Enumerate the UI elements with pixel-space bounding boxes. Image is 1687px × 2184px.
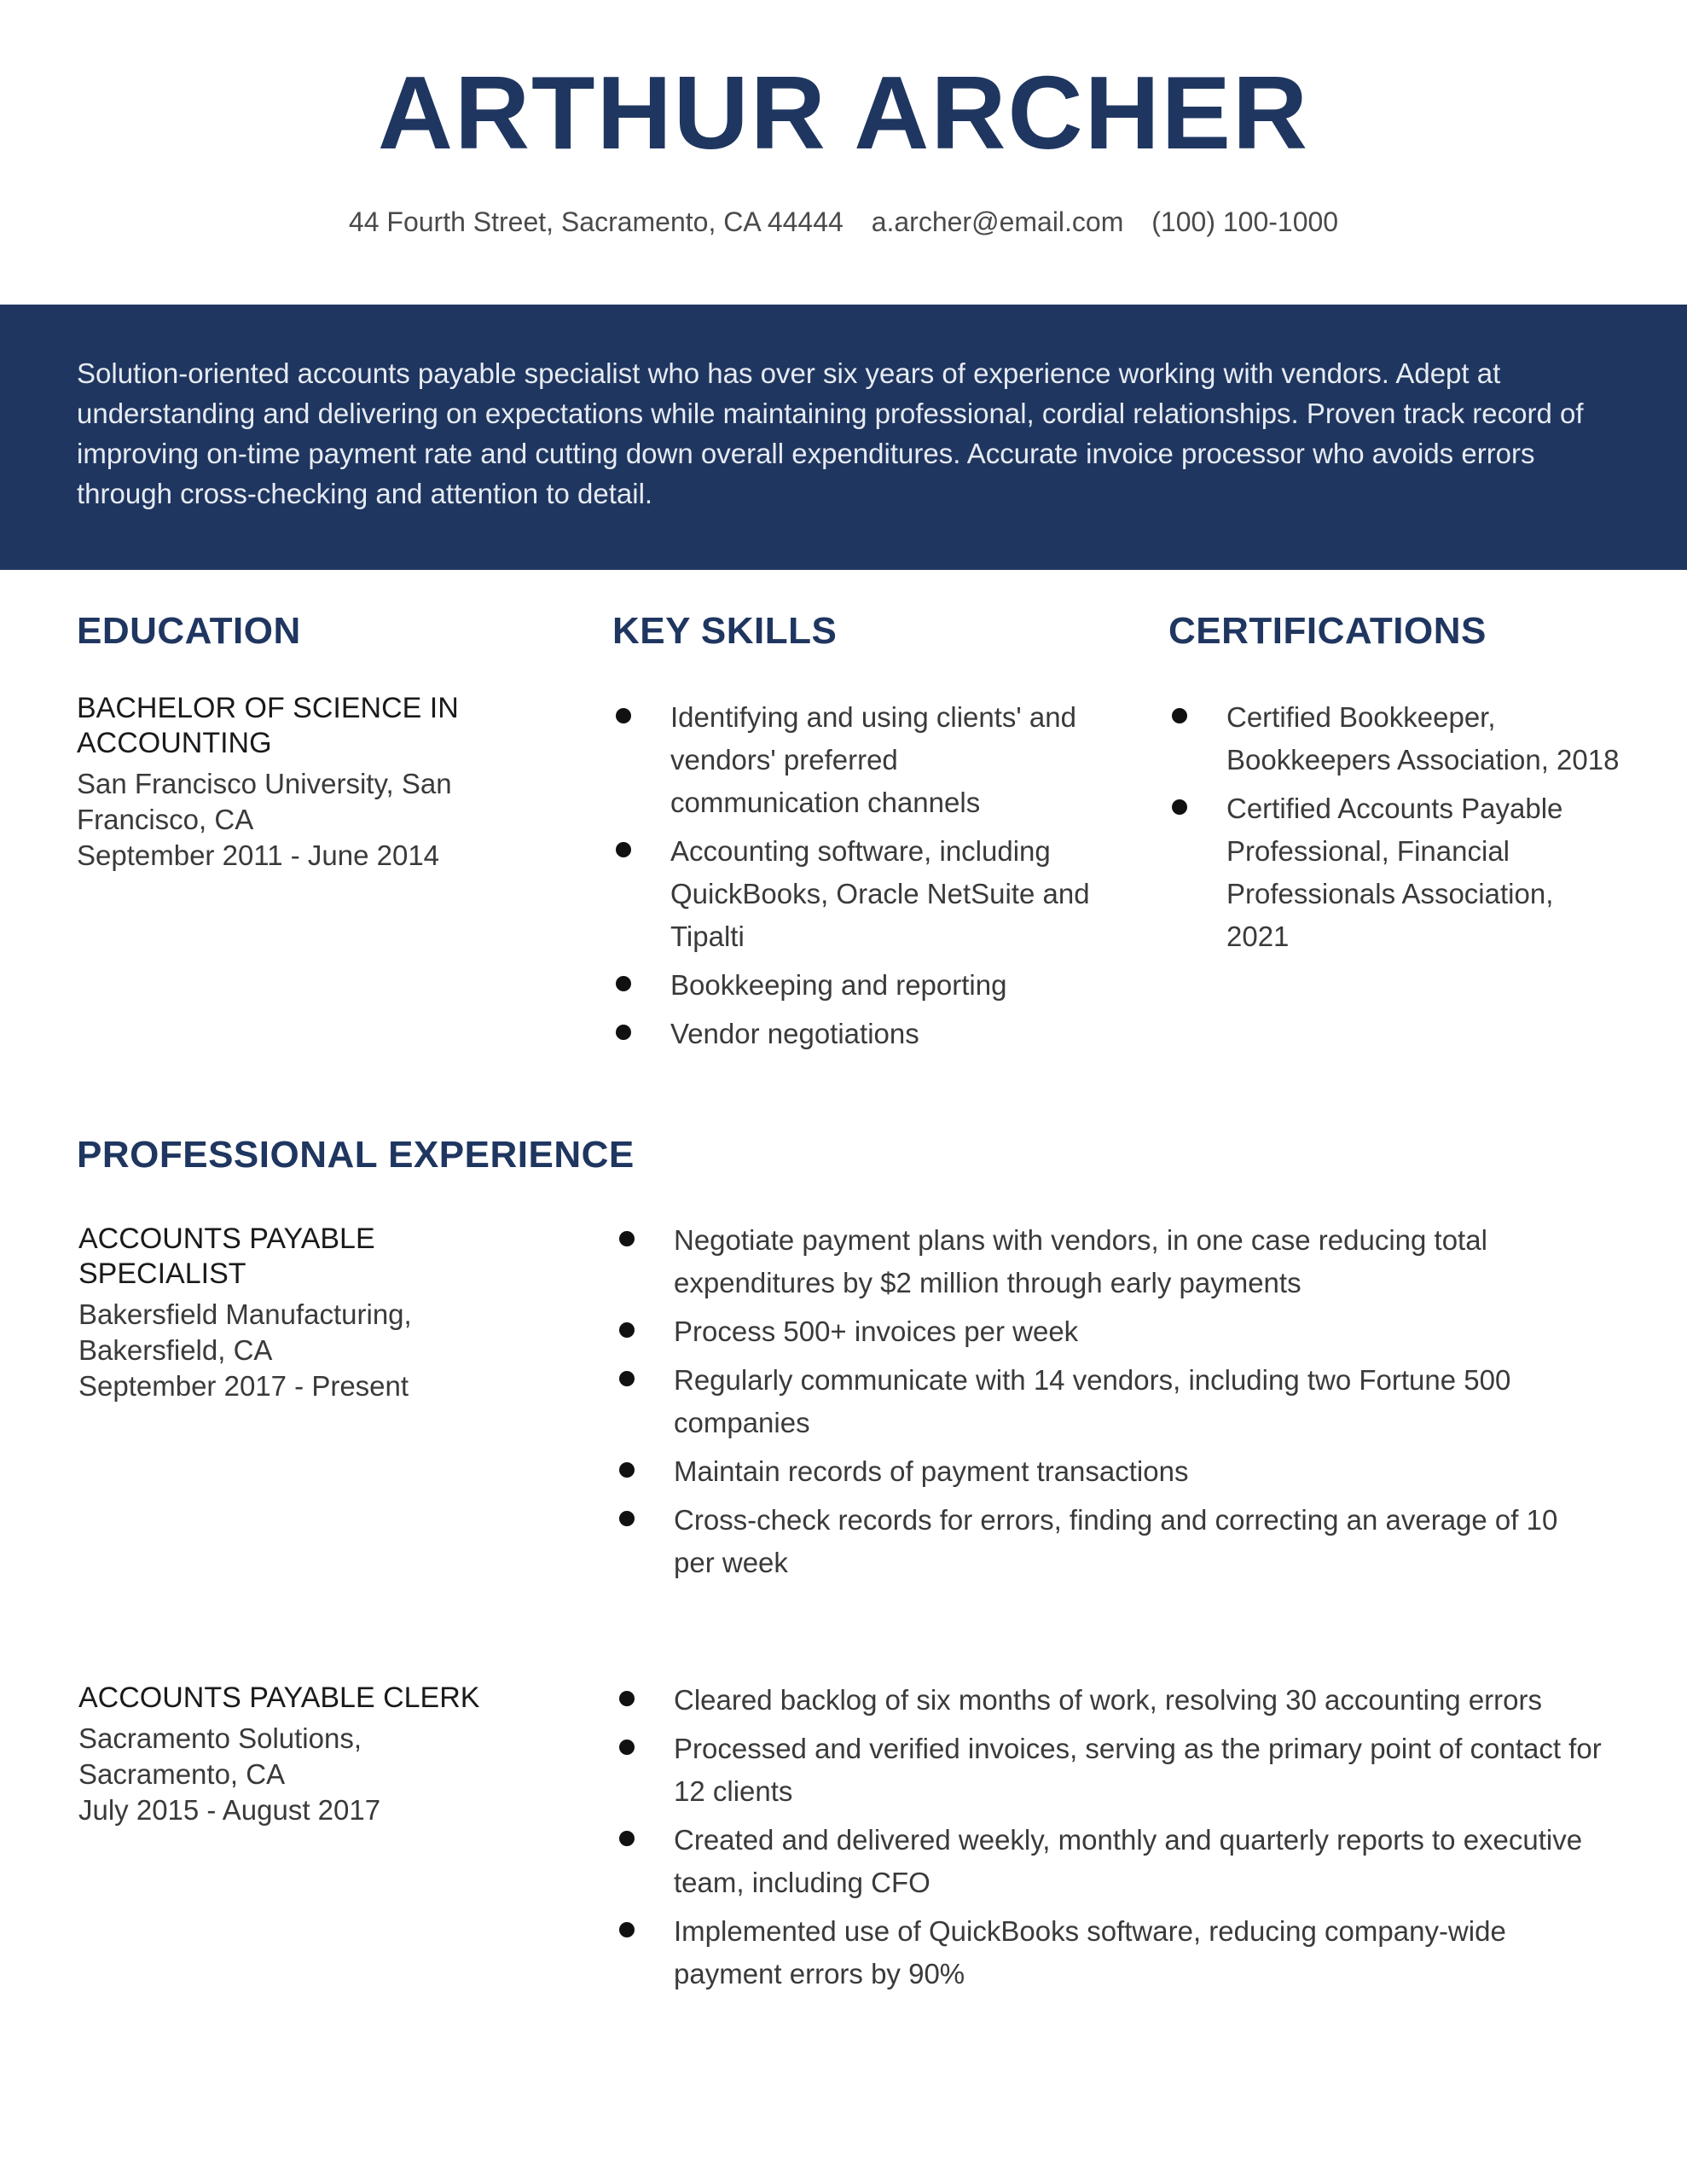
candidate-name: ARTHUR ARCHER bbox=[377, 55, 1310, 171]
list-item: Bookkeeping and reporting bbox=[612, 964, 1090, 1007]
job-company: Bakersfield Manufacturing, Bakersfield, CA bbox=[78, 1298, 412, 1366]
list-item: Cleared backlog of six months of work, resolving 30 accounting errors bbox=[616, 1679, 1602, 1722]
list-item: Negotiate payment plans with vendors, in one case reducing total expenditures by $2 million through early payments bbox=[616, 1219, 1602, 1304]
job-title: ACCOUNTS PAYABLE SPECIALIST bbox=[78, 1223, 375, 1290]
education-entry bbox=[77, 691, 503, 874]
list-item: Identifying and using clients' and vendors' preferred communication channels bbox=[612, 696, 1090, 824]
education-dates: September 2011 - June 2014 bbox=[77, 839, 440, 871]
job-company: Sacramento Solutions, Sacramento, CA bbox=[78, 1722, 362, 1790]
job-2-bullets bbox=[616, 1679, 1602, 2001]
list-item: Cross-check records for errors, finding and correcting an average of 10 per week bbox=[616, 1499, 1602, 1584]
job-1-bullets bbox=[616, 1219, 1602, 1590]
summary-text: Solution-oriented accounts payable specialist who has over six years of experience working with vendors. Adept at understanding and delivering on expectations while maintaining professional, cordial relationships. Proven track record of improving on-time payment rate and cutting down overall expenditures. Accurate invoice processor who avoids errors through cross-checking and attention to detail. bbox=[77, 357, 1584, 509]
job-entry-2 bbox=[78, 1681, 522, 1828]
job-title: ACCOUNTS PAYABLE CLERK bbox=[78, 1682, 480, 1714]
job-dates: September 2017 - Present bbox=[78, 1370, 409, 1402]
list-item: Accounting software, including QuickBooks, Oracle NetSuite and Tipalti bbox=[612, 830, 1090, 958]
job-dates: July 2015 - August 2017 bbox=[78, 1794, 381, 1826]
address: 44 Fourth Street, Sacramento, CA 44444 bbox=[348, 206, 844, 237]
list-item: Created and delivered weekly, monthly and quarterly reports to executive team, including CFO bbox=[616, 1819, 1602, 1904]
education-heading: EDUCATION bbox=[77, 610, 301, 652]
phone[interactable]: (100) 100-1000 bbox=[1151, 206, 1339, 237]
contact-line bbox=[0, 203, 1687, 241]
list-item: Regularly communicate with 14 vendors, including two Fortune 500 companies bbox=[616, 1359, 1602, 1444]
email[interactable]: a.archer@email.com bbox=[871, 206, 1124, 237]
list-item: Processed and verified invoices, serving as the primary point of contact for 12 clients bbox=[616, 1728, 1602, 1813]
degree: BACHELOR OF SCIENCE IN ACCOUNTING bbox=[77, 692, 459, 759]
list-item: Implemented use of QuickBooks software, reducing company-wide payment errors by 90% bbox=[616, 1910, 1602, 1995]
list-item: Process 500+ invoices per week bbox=[616, 1310, 1602, 1353]
experience-heading: PROFESSIONAL EXPERIENCE bbox=[77, 1134, 635, 1176]
certifications-list bbox=[1168, 696, 1620, 964]
job-entry-1 bbox=[78, 1222, 522, 1404]
certifications-heading: CERTIFICATIONS bbox=[1168, 610, 1487, 652]
school: San Francisco University, San Francisco, CA bbox=[77, 768, 452, 835]
summary-banner bbox=[0, 305, 1687, 570]
list-item: Vendor negotiations bbox=[612, 1013, 1090, 1055]
key-skills-heading: KEY SKILLS bbox=[612, 610, 838, 652]
list-item: Maintain records of payment transactions bbox=[616, 1450, 1602, 1493]
key-skills-list bbox=[612, 696, 1090, 1061]
list-item: Certified Bookkeeper, Bookkeepers Association, 2018 bbox=[1168, 696, 1620, 781]
list-item: Certified Accounts Payable Professional, Financial Professionals Association, 2021 bbox=[1168, 787, 1620, 958]
